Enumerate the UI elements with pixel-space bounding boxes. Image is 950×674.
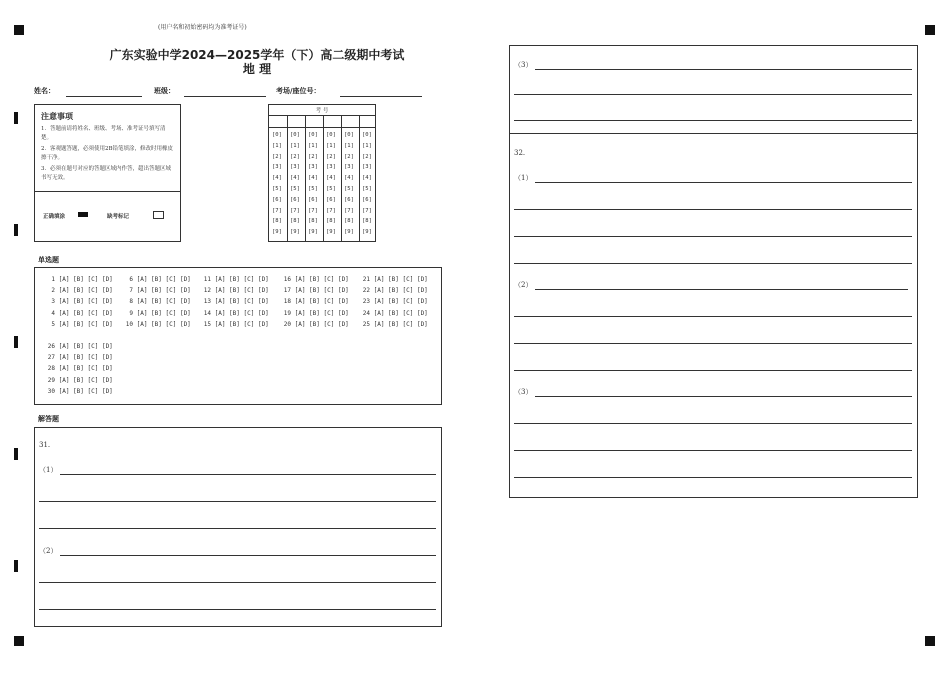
- choice-bubbles[interactable]: [A] [B] [C] [D]: [370, 309, 428, 317]
- choice-number: 15: [203, 320, 211, 328]
- q32-part2-label: （2）: [514, 281, 533, 289]
- corner-mark-top-right: [925, 25, 935, 35]
- section-divider: [510, 133, 917, 134]
- choice-bubbles[interactable]: [A] [B] [C] [D]: [55, 365, 113, 373]
- notice-item-1: 1．答题前请将姓名、班级、考场、准考证号填写清楚。: [41, 126, 166, 141]
- answer-line[interactable]: [514, 316, 912, 317]
- choice-item[interactable]: [199, 310, 269, 317]
- answer-line[interactable]: [39, 582, 436, 583]
- choice-number: 8: [129, 298, 133, 306]
- answer-line[interactable]: [514, 263, 912, 264]
- choice-bubbles[interactable]: [A] [B] [C] [D]: [211, 298, 269, 306]
- choice-item[interactable]: [279, 298, 349, 305]
- exam-digit-bubble[interactable]: [0]: [344, 132, 354, 138]
- choice-item[interactable]: [43, 365, 113, 372]
- exam-digit-bubble[interactable]: [5]: [362, 186, 372, 192]
- question-31-number: 31.: [39, 441, 51, 449]
- choice-number: 7: [129, 287, 133, 295]
- exam-digit-bubble[interactable]: [5]: [344, 186, 354, 192]
- choice-bubbles[interactable]: [A] [B] [C] [D]: [291, 309, 349, 317]
- choice-number: 10: [125, 320, 133, 328]
- choice-bubbles[interactable]: [A] [B] [C] [D]: [55, 320, 113, 328]
- answer-box-31: [34, 427, 442, 627]
- exam-digit-bubble[interactable]: [9]: [272, 229, 282, 236]
- exam-digit-bubble[interactable]: [9]: [308, 229, 318, 236]
- choice-bubbles[interactable]: [A] [B] [C] [D]: [291, 287, 349, 295]
- exam-digit-bubble[interactable]: [6]: [272, 196, 282, 203]
- exam-digit-bubble[interactable]: [8]: [344, 218, 354, 225]
- exam-digit-bubble[interactable]: [7]: [290, 207, 300, 214]
- exam-digit-bubble[interactable]: [8]: [272, 218, 282, 225]
- exam-digit-bubble[interactable]: [4]: [308, 175, 318, 182]
- answer-line[interactable]: [514, 343, 912, 344]
- exam-digit-bubble[interactable]: [6]: [344, 196, 354, 203]
- class-label: 班级：: [154, 87, 175, 95]
- exam-digit-bubble[interactable]: [6]: [362, 196, 372, 203]
- exam-digit-bubble[interactable]: [6]: [290, 196, 300, 203]
- exam-digit-bubble[interactable]: [8]: [326, 218, 336, 225]
- choice-number: 19: [283, 309, 291, 317]
- correct-fill-sample: [78, 212, 88, 217]
- notice-divider: [35, 191, 180, 192]
- choice-number: 5: [51, 320, 55, 328]
- exam-digit-bubble[interactable]: [5]: [290, 186, 300, 192]
- seat-label: 考场/座位号：: [276, 87, 321, 95]
- choice-bubbles[interactable]: [A] [B] [C] [D]: [55, 343, 113, 350]
- exam-digit-bubble[interactable]: [0]: [326, 132, 336, 138]
- choice-item[interactable]: [43, 310, 113, 317]
- exam-digit-bubble[interactable]: [7]: [326, 207, 336, 214]
- exam-digit-bubble[interactable]: [2]: [308, 153, 318, 160]
- answer-line[interactable]: [514, 370, 912, 371]
- choice-item[interactable]: [279, 276, 349, 283]
- choice-item[interactable]: [199, 276, 269, 283]
- answer-line[interactable]: [514, 423, 912, 424]
- exam-number-grid: [268, 104, 376, 242]
- choice-item[interactable]: [43, 354, 113, 361]
- answer-line[interactable]: [514, 477, 912, 478]
- choice-item[interactable]: [358, 298, 428, 305]
- choice-number: 1: [51, 276, 55, 283]
- choice-number: 14: [203, 309, 211, 317]
- exam-digit-bubble[interactable]: [7]: [344, 207, 354, 214]
- exam-digit-bubble[interactable]: [2]: [272, 153, 282, 160]
- choice-bubbles[interactable]: [A] [B] [C] [D]: [291, 276, 349, 283]
- side-mark: [14, 112, 18, 124]
- exam-digit-bubble[interactable]: [2]: [326, 153, 336, 160]
- exam-digit-bubble[interactable]: [3]: [308, 164, 318, 171]
- choice-bubbles[interactable]: [A] [B] [C] [D]: [370, 287, 428, 295]
- choice-bubbles[interactable]: [A] [B] [C] [D]: [211, 320, 269, 328]
- exam-digit-bubble[interactable]: [9]: [326, 229, 336, 236]
- choice-number: 22: [362, 287, 370, 295]
- choice-item[interactable]: [358, 310, 428, 317]
- choice-number: 26: [47, 343, 55, 350]
- exam-digit-bubble[interactable]: [0]: [362, 132, 372, 138]
- choice-bubbles[interactable]: [A] [B] [C] [D]: [133, 276, 191, 283]
- answer-heading: 解答题: [38, 415, 59, 423]
- answer-line[interactable]: [39, 528, 436, 529]
- answer-line[interactable]: [535, 69, 912, 70]
- choice-number: 16: [283, 276, 291, 283]
- choice-number: 21: [362, 276, 370, 283]
- choice-bubbles[interactable]: [A] [B] [C] [D]: [291, 298, 349, 306]
- exam-digit-bubble[interactable]: [3]: [290, 164, 300, 171]
- choice-number: 3: [51, 298, 55, 306]
- notice-item-3: 3．必须在题号对应的答题区域内作答，超出答题区域书写无效。: [41, 166, 172, 181]
- exam-digit-bubble[interactable]: [4]: [326, 175, 336, 182]
- answer-line[interactable]: [514, 236, 912, 237]
- choice-item[interactable]: [43, 287, 113, 294]
- corner-mark-bottom-right: [925, 636, 935, 646]
- choice-number: 11: [203, 276, 211, 283]
- subject-title: 地 理: [242, 62, 272, 76]
- choice-item[interactable]: [199, 287, 269, 294]
- choice-number: 20: [283, 320, 291, 328]
- exam-digit-bubble[interactable]: [9]: [344, 229, 354, 236]
- choice-bubbles[interactable]: [A] [B] [C] [D]: [291, 320, 349, 328]
- exam-digit-bubble[interactable]: [3]: [272, 164, 282, 171]
- choice-item[interactable]: [121, 298, 191, 305]
- answer-line[interactable]: [535, 289, 908, 290]
- choice-bubbles[interactable]: [A] [B] [C] [D]: [133, 309, 191, 317]
- exam-number-heading: 考 号: [315, 108, 329, 114]
- exam-title: 广东实验中学2024—2025学年（下）高二级期中考试: [109, 48, 405, 62]
- q31-part3-label: （3）: [514, 61, 533, 69]
- choice-bubbles[interactable]: [A] [B] [C] [D]: [370, 298, 428, 306]
- choice-number: 9: [129, 309, 133, 317]
- choice-number: 6: [129, 276, 133, 283]
- choice-box: [34, 267, 442, 405]
- exam-digit-bubble[interactable]: [3]: [326, 164, 336, 171]
- exam-digit-bubble[interactable]: [1]: [272, 142, 282, 149]
- choice-item[interactable]: [43, 276, 113, 283]
- exam-digit-bubble[interactable]: [3]: [362, 164, 372, 171]
- corner-mark-bottom-left: [14, 636, 24, 646]
- exam-digit-bubble[interactable]: [8]: [290, 218, 300, 225]
- answer-line[interactable]: [535, 396, 912, 397]
- choice-bubbles[interactable]: [A] [B] [C] [D]: [211, 309, 269, 317]
- answer-line[interactable]: [60, 474, 436, 475]
- side-mark: [14, 560, 18, 572]
- choice-bubbles[interactable]: [A] [B] [C] [D]: [370, 320, 428, 328]
- exam-digit-bubble[interactable]: [4]: [290, 175, 300, 182]
- choice-number: 4: [51, 309, 55, 317]
- choice-item[interactable]: [199, 298, 269, 305]
- exam-digit-bubble[interactable]: [9]: [362, 229, 372, 236]
- absent-mark-label: 缺考标记: [107, 214, 130, 220]
- exam-digit-bubble[interactable]: [8]: [362, 218, 372, 225]
- choice-number: 29: [47, 376, 55, 384]
- exam-digit-bubble[interactable]: [1]: [344, 142, 354, 149]
- q32-part3-label: （3）: [514, 388, 533, 396]
- side-mark: [14, 336, 18, 348]
- choice-number: 23: [362, 298, 370, 306]
- notice-item-2: 2．客观题答题，必须使用2B铅笔填涂，修改时用橡皮擦干净。: [41, 146, 174, 161]
- answer-box-right: [509, 45, 918, 498]
- answer-line[interactable]: [514, 120, 912, 121]
- class-field[interactable]: [184, 96, 266, 97]
- choice-bubbles[interactable]: [A] [B] [C] [D]: [211, 287, 269, 295]
- notice-heading: 注意事项: [41, 112, 73, 121]
- choice-item[interactable]: [279, 321, 349, 328]
- choice-bubbles[interactable]: [A] [B] [C] [D]: [55, 287, 113, 295]
- choice-item[interactable]: [358, 321, 428, 328]
- answer-line[interactable]: [514, 209, 912, 210]
- choice-item[interactable]: [43, 321, 113, 328]
- choice-number: 13: [203, 298, 211, 306]
- notice-box: [34, 104, 181, 242]
- choice-number: 27: [47, 354, 55, 362]
- choice-item[interactable]: [199, 321, 269, 328]
- exam-digit-bubble[interactable]: [2]: [362, 153, 372, 160]
- choice-item[interactable]: [279, 287, 349, 294]
- header-note: (用户名和初始密码均为准考证号): [158, 24, 247, 31]
- exam-digit-bubble[interactable]: [7]: [308, 207, 318, 214]
- choice-number: 25: [362, 320, 370, 328]
- side-mark: [14, 448, 18, 460]
- exam-digit-bubble[interactable]: [0]: [272, 132, 282, 138]
- choice-number: 30: [47, 387, 55, 395]
- choice-options: [35, 268, 441, 404]
- choice-number: 24: [362, 309, 370, 317]
- answer-line[interactable]: [514, 450, 912, 451]
- absent-mark-box[interactable]: [153, 211, 164, 219]
- name-label: 姓名：: [34, 87, 55, 95]
- choice-number: 17: [283, 287, 291, 295]
- choice-item[interactable]: [279, 310, 349, 317]
- exam-number-digits: [269, 132, 375, 241]
- question-32-number: 32.: [514, 149, 526, 157]
- exam-digit-bubble[interactable]: [0]: [308, 132, 318, 138]
- corner-mark-top-left: [14, 25, 24, 35]
- exam-digit-bubble[interactable]: [7]: [272, 207, 282, 214]
- choice-heading: 单选题: [38, 256, 59, 264]
- exam-digit-bubble[interactable]: [1]: [290, 142, 300, 149]
- side-mark: [14, 224, 18, 236]
- choice-bubbles[interactable]: [A] [B] [C] [D]: [211, 276, 269, 283]
- exam-digit-bubble[interactable]: [1]: [326, 142, 336, 149]
- seat-field[interactable]: [340, 96, 422, 97]
- choice-bubbles[interactable]: [A] [B] [C] [D]: [55, 376, 113, 384]
- exam-digit-bubble[interactable]: [0]: [290, 132, 300, 138]
- exam-digit-bubble[interactable]: [6]: [326, 196, 336, 203]
- choice-item[interactable]: [358, 287, 428, 294]
- choice-bubbles[interactable]: [A] [B] [C] [D]: [55, 309, 113, 317]
- exam-digit-bubble[interactable]: [5]: [308, 186, 318, 192]
- choice-bubbles[interactable]: [A] [B] [C] [D]: [55, 298, 113, 306]
- choice-bubbles[interactable]: [A] [B] [C] [D]: [133, 287, 191, 295]
- choice-number: 18: [283, 298, 291, 306]
- q32-part1-label: （1）: [514, 174, 533, 182]
- exam-digit-bubble[interactable]: [1]: [362, 142, 372, 149]
- choice-item[interactable]: [358, 276, 428, 283]
- choice-item[interactable]: [121, 287, 191, 294]
- exam-digit-bubble[interactable]: [1]: [308, 142, 318, 149]
- exam-digit-bubble[interactable]: [9]: [290, 229, 300, 236]
- choice-bubbles[interactable]: [A] [B] [C] [D]: [55, 387, 113, 395]
- q31-part2-label: （2）: [39, 547, 58, 555]
- q31-part1-label: （1）: [39, 466, 58, 474]
- exam-digit-bubble[interactable]: [3]: [344, 164, 354, 171]
- choice-item[interactable]: [121, 310, 191, 317]
- exam-digit-bubble[interactable]: [5]: [326, 186, 336, 192]
- exam-digit-bubble[interactable]: [4]: [272, 175, 282, 182]
- exam-digit-bubble[interactable]: [2]: [290, 153, 300, 160]
- correct-fill-label: 正确填涂: [43, 214, 66, 220]
- exam-digit-bubble[interactable]: [4]: [362, 175, 372, 182]
- choice-item[interactable]: [43, 343, 113, 350]
- exam-digit-bubble[interactable]: [6]: [308, 196, 318, 203]
- exam-digit-bubble[interactable]: [2]: [344, 153, 354, 160]
- choice-item[interactable]: [43, 298, 113, 305]
- answer-line[interactable]: [60, 555, 436, 556]
- choice-bubbles[interactable]: [A] [B] [C] [D]: [370, 276, 428, 283]
- exam-digit-bubble[interactable]: [4]: [344, 175, 354, 182]
- choice-bubbles[interactable]: [A] [B] [C] [D]: [133, 320, 191, 328]
- exam-digit-bubble[interactable]: [8]: [308, 218, 318, 225]
- choice-item[interactable]: [121, 276, 191, 283]
- choice-number: 28: [47, 365, 55, 373]
- choice-number: 2: [51, 287, 55, 295]
- answer-line[interactable]: [514, 94, 912, 95]
- choice-bubbles[interactable]: [A] [B] [C] [D]: [55, 354, 113, 362]
- choice-number: 12: [203, 287, 211, 295]
- choice-item[interactable]: [121, 321, 191, 328]
- answer-line[interactable]: [535, 182, 912, 183]
- answer-line[interactable]: [39, 609, 436, 610]
- exam-digit-bubble[interactable]: [5]: [272, 186, 282, 192]
- choice-item[interactable]: [43, 388, 113, 395]
- exam-digit-bubble[interactable]: [7]: [362, 207, 372, 214]
- choice-item[interactable]: [43, 377, 113, 384]
- name-field[interactable]: [66, 96, 142, 97]
- choice-bubbles[interactable]: [A] [B] [C] [D]: [133, 298, 191, 306]
- answer-line[interactable]: [39, 501, 436, 502]
- choice-bubbles[interactable]: [A] [B] [C] [D]: [55, 276, 113, 283]
